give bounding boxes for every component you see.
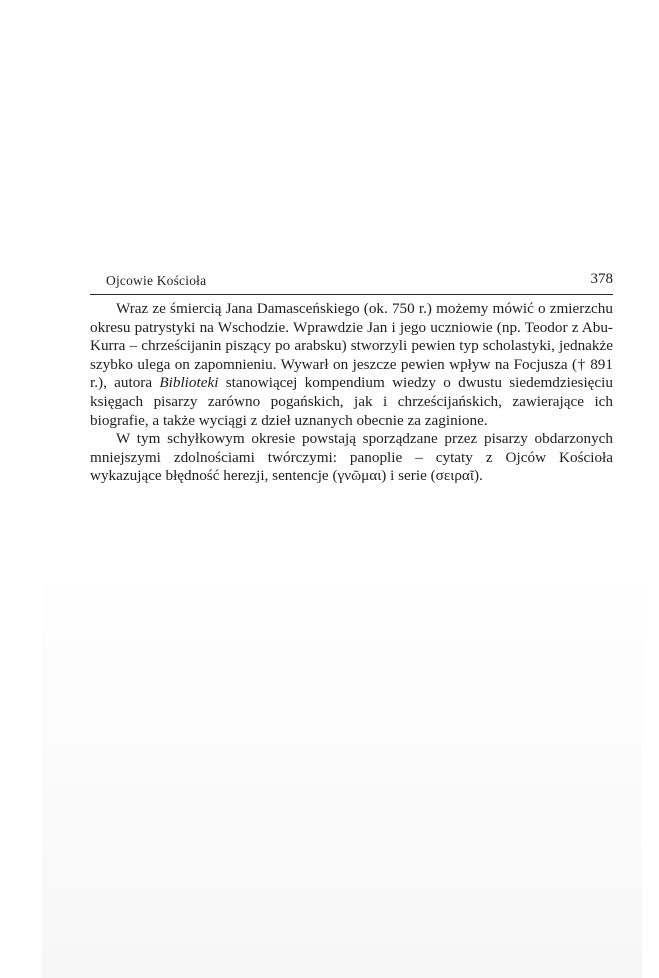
page-shading: [42, 560, 642, 978]
paragraph-1: [90, 300, 613, 430]
running-header: [90, 270, 613, 295]
page-number: 378: [590, 271, 613, 287]
paragraph-2: W tym schyłkowym okresie powstają sporządzane przez pisarzy obdarzonych mniejszymi zdolnościami twórczymi: panoplie – cytaty z Ojców Kościoła wykazujące błędność herezji, sentencje (γνῶμαι) i serie (σειραῖ).: [90, 430, 613, 485]
text-body: [90, 300, 613, 486]
paragraph-1-text-a: Wraz ze śmiercią Jana Damasceńskiego (ok. 750 r.) możemy mówić o zmierzchu okresu patrystyki na Wschodzie. Wprawdzie Jan i jego uczniowie (np. Teodor z Abu-Kurra – chrześcijanin piszący po arabsku) stworzyli pewien typ scholastyki, jednakże szybko ulega on zapomnieniu. Wywarł on jeszcze pewien wpływ na Focjusza († 891 r.), autora: [90, 300, 613, 392]
book-title-biblioteki: Biblioteki: [159, 374, 219, 392]
paragraph-1-text-b: stanowiącej kompendium wiedzy o dwustu siedemdziesięciu księgach pisarzy zarówno pogańskich, jak i chrześcijańskich, zawierające ich biografie, a także wyciągi z dzieł uznanych obecnie za zaginione.: [90, 374, 613, 429]
running-title: Ojcowie Kościoła: [106, 273, 207, 288]
